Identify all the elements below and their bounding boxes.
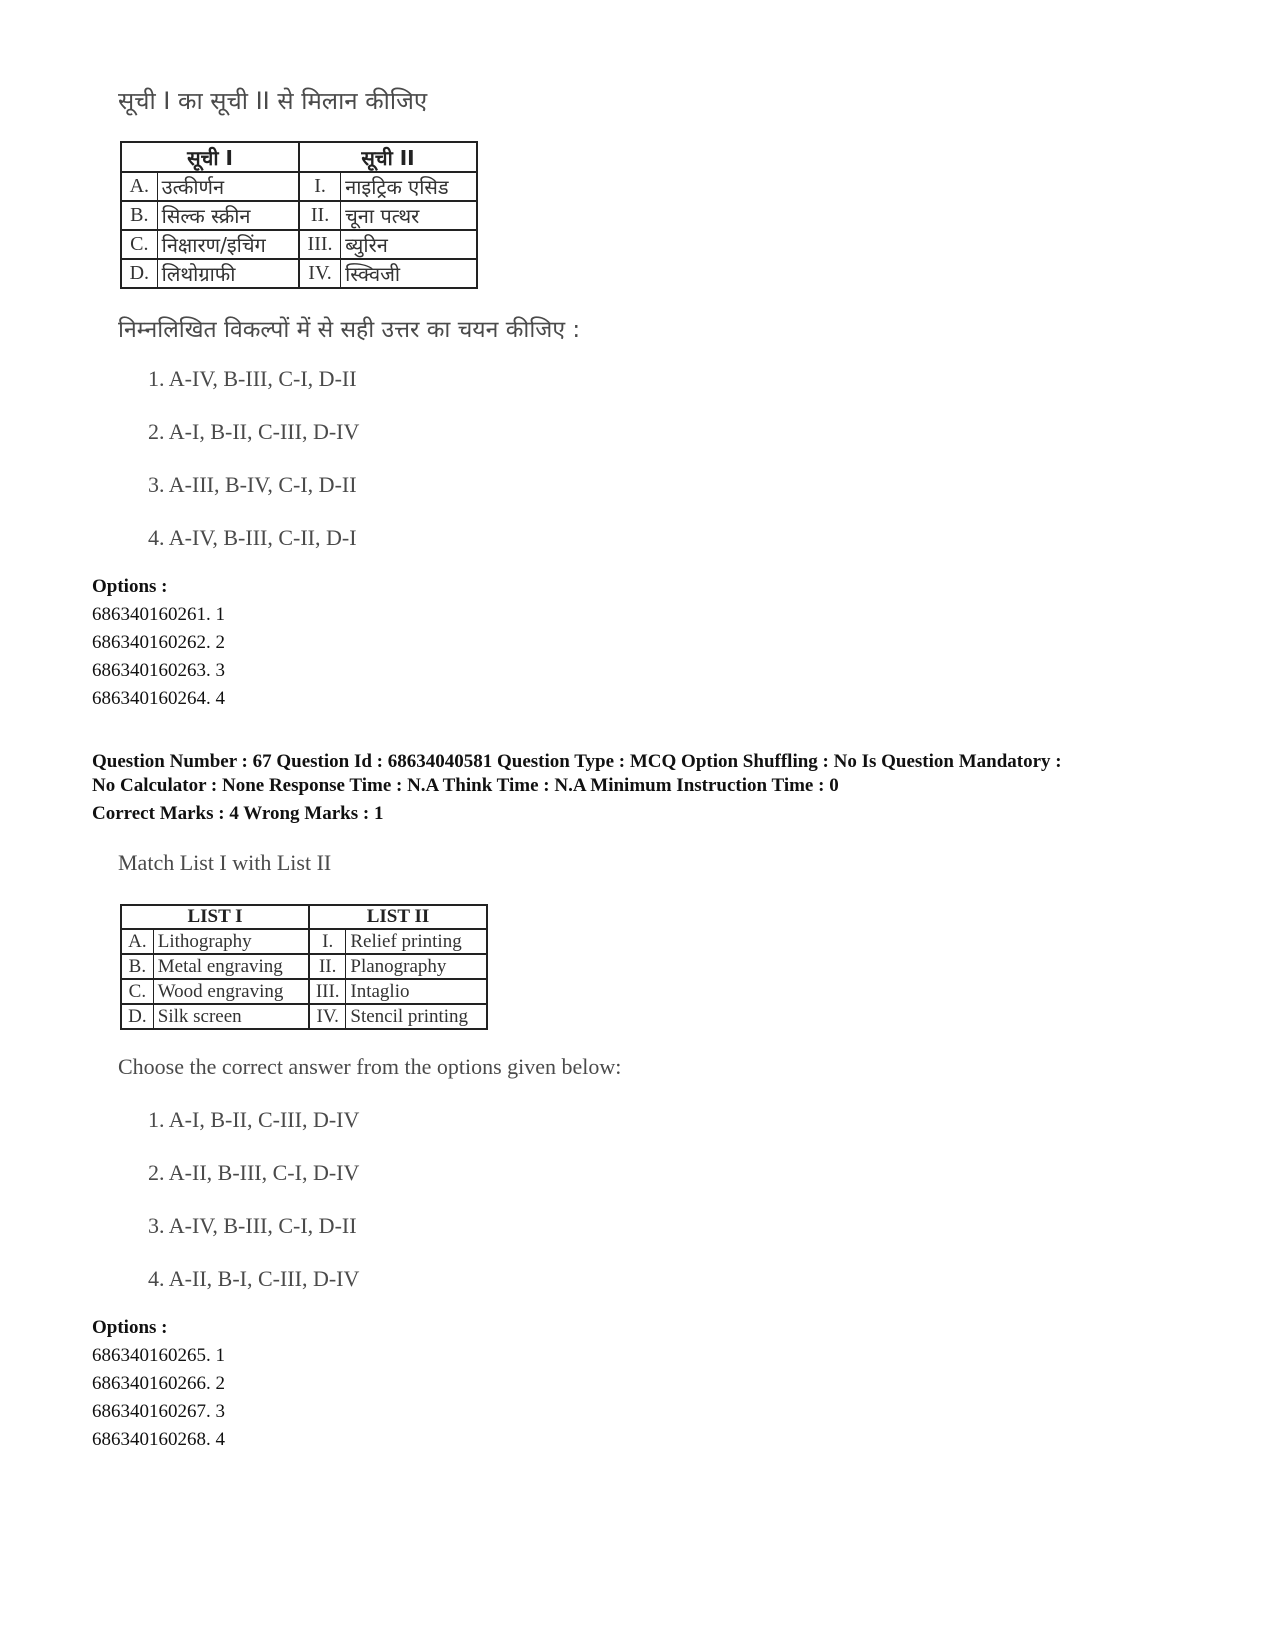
table-cell: निक्षारण/इचिंग bbox=[157, 230, 299, 259]
choice-item: 3. A-III, B-IV, C-I, D-II bbox=[148, 472, 357, 497]
table-cell: सिल्क स्क्रीन bbox=[157, 201, 299, 230]
option-id: 686340160268. 4 bbox=[92, 1429, 225, 1450]
english-question-instruction: Choose the correct answer from the options given below: bbox=[118, 1054, 622, 1079]
meta-line: Correct Marks : 4 Wrong Marks : 1 bbox=[92, 803, 384, 824]
option-id: 686340160267. 3 bbox=[92, 1401, 225, 1422]
table-cell: B. bbox=[121, 201, 157, 230]
table-cell: C. bbox=[121, 979, 153, 1004]
option-id: 686340160262. 2 bbox=[92, 632, 225, 653]
hindi-question-instruction: निम्नलिखित विकल्पों में से सही उत्तर का चयन कीजिए : bbox=[118, 317, 581, 343]
table-header: LIST II bbox=[309, 905, 487, 929]
english-question-prompt: Match List I with List II bbox=[118, 850, 332, 875]
table-cell: ब्युरिन bbox=[341, 230, 477, 259]
table-cell: Wood engraving bbox=[153, 979, 309, 1004]
table-cell: Silk screen bbox=[153, 1004, 309, 1029]
table-cell: Metal engraving bbox=[153, 954, 309, 979]
hindi-match-table bbox=[120, 141, 478, 289]
hindi-question-prompt: सूची I का सूची II से मिलान कीजिए bbox=[118, 87, 428, 115]
table-cell: III. bbox=[299, 230, 341, 259]
table-cell: स्क्विजी bbox=[341, 259, 477, 288]
option-id: 686340160266. 2 bbox=[92, 1373, 225, 1394]
options-label: Options : bbox=[92, 1317, 168, 1338]
table-cell: Intaglio bbox=[346, 979, 487, 1004]
option-id: 686340160265. 1 bbox=[92, 1345, 225, 1366]
table-cell: II. bbox=[309, 954, 346, 979]
options-label: Options : bbox=[92, 576, 168, 597]
table-cell: A. bbox=[121, 929, 153, 954]
table-cell: A. bbox=[121, 172, 157, 201]
choice-item: 1. A-IV, B-III, C-I, D-II bbox=[148, 366, 357, 391]
english-options-block bbox=[92, 1314, 225, 1454]
table-cell: B. bbox=[121, 954, 153, 979]
choice-item: 2. A-I, B-II, C-III, D-IV bbox=[148, 419, 360, 444]
option-id: 686340160263. 3 bbox=[92, 660, 225, 681]
table-cell: D. bbox=[121, 259, 157, 288]
choice-item: 4. A-IV, B-III, C-II, D-I bbox=[148, 525, 357, 550]
option-id: 686340160261. 1 bbox=[92, 604, 225, 625]
table-cell: I. bbox=[309, 929, 346, 954]
choice-item: 2. A-II, B-III, C-I, D-IV bbox=[148, 1160, 360, 1185]
table-cell: IV. bbox=[309, 1004, 346, 1029]
choice-item: 4. A-II, B-I, C-III, D-IV bbox=[148, 1266, 360, 1291]
table-cell: Stencil printing bbox=[346, 1004, 487, 1029]
table-cell: चूना पत्थर bbox=[341, 201, 477, 230]
table-cell: Lithography bbox=[153, 929, 309, 954]
question-meta bbox=[92, 750, 1192, 826]
table-header: सूची II bbox=[299, 142, 477, 172]
english-match-table bbox=[120, 904, 488, 1030]
table-cell: उत्कीर्णन bbox=[157, 172, 299, 201]
meta-line: No Calculator : None Response Time : N.A Think Time : N.A Minimum Instruction Time : 0 bbox=[92, 775, 839, 796]
table-cell: नाइट्रिक एसिड bbox=[341, 172, 477, 201]
table-header: LIST I bbox=[121, 905, 309, 929]
table-cell: C. bbox=[121, 230, 157, 259]
meta-line: Question Number : 67 Question Id : 68634040581 Question Type : MCQ Option Shuffling : No Is Question Mandatory : bbox=[92, 751, 1062, 772]
table-cell: II. bbox=[299, 201, 341, 230]
option-id: 686340160264. 4 bbox=[92, 688, 225, 709]
table-cell: D. bbox=[121, 1004, 153, 1029]
hindi-options-block bbox=[92, 573, 225, 713]
english-choice-list bbox=[148, 1107, 359, 1319]
table-cell: लिथोग्राफी bbox=[157, 259, 299, 288]
table-cell: Relief printing bbox=[346, 929, 487, 954]
choice-item: 3. A-IV, B-III, C-I, D-II bbox=[148, 1213, 357, 1238]
table-header: सूची I bbox=[121, 142, 299, 172]
table-cell: I. bbox=[299, 172, 341, 201]
table-cell: IV. bbox=[299, 259, 341, 288]
table-cell: III. bbox=[309, 979, 346, 1004]
table-cell: Planography bbox=[346, 954, 487, 979]
hindi-choice-list bbox=[148, 366, 359, 578]
choice-item: 1. A-I, B-II, C-III, D-IV bbox=[148, 1107, 360, 1132]
